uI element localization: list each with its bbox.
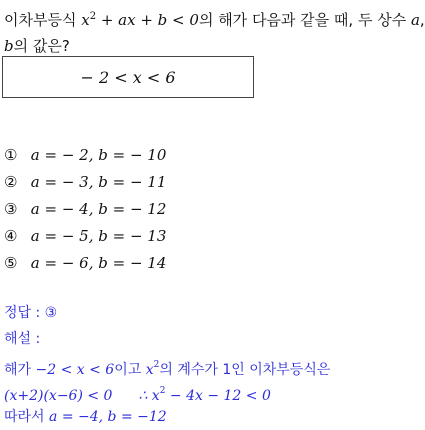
choice-text: a = − 6, b = − 14 bbox=[30, 254, 167, 272]
question-suffix: 의 해가 다음과 같을 때, 두 상수 bbox=[198, 11, 411, 29]
question-end: 의 값은? bbox=[13, 37, 70, 55]
explain-math: − 4x − 12 < 0 bbox=[165, 388, 271, 404]
math-exponent: 2 bbox=[89, 11, 97, 22]
explain-math: −2 < x < 6 bbox=[35, 362, 115, 378]
choice-number: ④ bbox=[4, 227, 18, 245]
answer-section bbox=[4, 300, 330, 430]
math-x: x bbox=[81, 11, 90, 29]
choice-2[interactable] bbox=[4, 169, 166, 196]
explain-text: 의 계수가 1인 이차부등식은 bbox=[159, 362, 331, 378]
choice-number: ⑤ bbox=[4, 254, 18, 272]
explain-math: (x+2)(x−6) < 0 bbox=[4, 388, 113, 404]
question-line-1 bbox=[4, 4, 425, 33]
condition-box bbox=[2, 56, 254, 98]
choices-list bbox=[4, 142, 166, 277]
choice-text: a = − 2, b = − 10 bbox=[30, 146, 167, 164]
choice-1[interactable] bbox=[4, 142, 166, 169]
explain-exponent: 2 bbox=[153, 360, 160, 370]
choice-3[interactable] bbox=[4, 196, 166, 223]
explanation-line-1 bbox=[4, 352, 330, 378]
choice-number: ③ bbox=[4, 200, 18, 218]
math-expression: + ax + b < 0 bbox=[96, 11, 199, 29]
explain-text: 해가 bbox=[4, 362, 36, 378]
math-a: a bbox=[410, 11, 420, 29]
question-text bbox=[4, 4, 425, 59]
explain-math: ∴ x bbox=[138, 388, 160, 404]
explain-text: 따라서 bbox=[4, 409, 50, 425]
explanation-line-2 bbox=[4, 378, 330, 404]
choice-text: a = − 3, b = − 11 bbox=[30, 173, 167, 191]
condition-inequality: − 2 < x < 6 bbox=[80, 67, 176, 87]
explanation-line-3 bbox=[4, 404, 330, 430]
answer-label: 정답 : ③ bbox=[4, 305, 58, 321]
question-prefix: 이차부등식 bbox=[4, 11, 82, 29]
choice-5[interactable] bbox=[4, 250, 166, 277]
choice-text: a = − 4, b = − 12 bbox=[30, 200, 167, 218]
explain-math: x bbox=[145, 362, 154, 378]
explanation-label: 해설 : bbox=[4, 331, 41, 347]
math-b: b bbox=[4, 37, 14, 55]
explain-text: 이고 bbox=[114, 362, 146, 378]
choice-number: ② bbox=[4, 173, 18, 191]
explain-exponent: 2 bbox=[159, 386, 166, 396]
explain-math: a = −4, b = −12 bbox=[49, 409, 167, 425]
choice-text: a = − 5, b = − 13 bbox=[30, 227, 167, 245]
choice-4[interactable] bbox=[4, 223, 166, 250]
question-comma: , bbox=[419, 11, 425, 29]
choice-number: ① bbox=[4, 146, 18, 164]
